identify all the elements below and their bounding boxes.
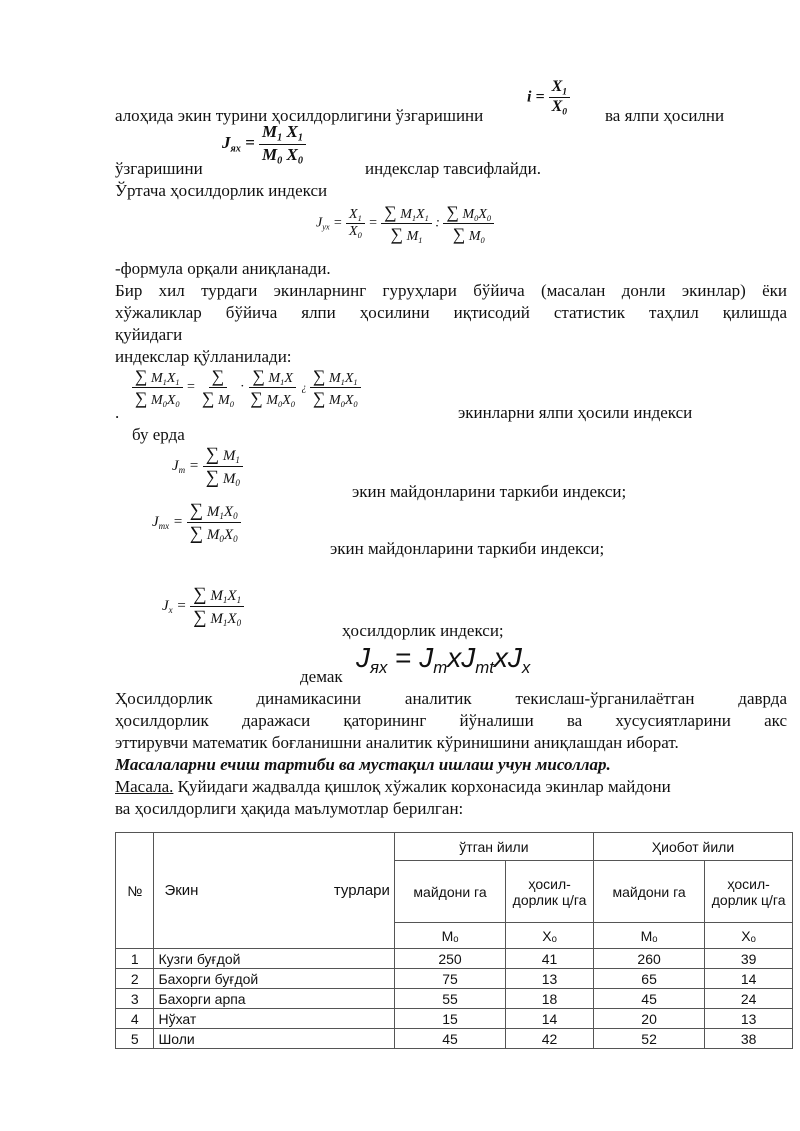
header-crop-types: Экин турлари xyxy=(154,833,394,949)
prev-area: 250 xyxy=(394,949,505,969)
formula-index-system: $J_{ях} = J_mxJ_{mt}xJ_x$ xyxy=(356,642,531,677)
header-x0: Xₒ xyxy=(506,923,594,949)
header-area: майдони га xyxy=(593,861,704,923)
header-area: майдони га xyxy=(394,861,505,923)
row-number: 3 xyxy=(116,989,154,1009)
report-area: 65 xyxy=(593,969,704,989)
report-yield: 13 xyxy=(705,1009,793,1029)
text-line: ўзгаришини xyxy=(115,159,203,178)
table-row xyxy=(116,989,793,1009)
text-line: бу ерда xyxy=(132,425,185,444)
text-line: -формула орқали аниқланади. xyxy=(115,259,331,278)
text-line: демак xyxy=(300,667,343,686)
header-previous-year: ўтган йили xyxy=(394,833,593,861)
text-line: индекслар тавсифлайди. xyxy=(365,159,542,178)
prev-area: 75 xyxy=(394,969,505,989)
formula-gross-yield-index: $J_{ях}$ = $\frac{M_1 X_1}{M_0 X_0}$ xyxy=(222,122,306,166)
prev-yield: 18 xyxy=(506,989,594,1009)
prev-area: 45 xyxy=(394,1029,505,1049)
formula-yield-change-index: i = $\frac{X_1}{X_0}$ xyxy=(527,78,570,118)
row-number: 1 xyxy=(116,949,154,969)
table-row xyxy=(116,949,793,969)
prev-area: 15 xyxy=(394,1009,505,1029)
text-line: хўжаликлар бўйича ялпи ҳосилини иқтисодий статистик таҳлил қилишда xyxy=(115,303,787,322)
text-line: экин майдонларини таркиби индекси; xyxy=(352,482,627,501)
report-area: 45 xyxy=(593,989,704,1009)
prev-area: 55 xyxy=(394,989,505,1009)
text-line: Бир хил турдаги экинларнинг гуруҳлари бўйича (масалан донли экинлар) ёки xyxy=(115,281,787,300)
header-yield: ҳосил-дорлик ц/га xyxy=(705,861,793,923)
crop-data-table xyxy=(115,832,793,1049)
prev-yield: 41 xyxy=(506,949,594,969)
prev-yield: 14 xyxy=(506,1009,594,1029)
header-m0: Mₒ xyxy=(593,923,704,949)
crop-name: Кузги буғдой xyxy=(154,949,394,969)
text-line: қуйидаги xyxy=(115,325,183,344)
section-heading: Масалаларни ечиш тартиби ва мустақил ишлаш учун мисоллар. xyxy=(115,755,611,774)
formula-area-structure-index-mx: $J_{mx}$ = $\frac{\sum M_1X_0}{\sum M_0X_0}$ xyxy=(152,500,241,545)
text-line: Ўртача ҳосилдорлик индекси xyxy=(115,181,328,200)
report-yield: 39 xyxy=(705,949,793,969)
header-yield: ҳосил-дорлик ц/га xyxy=(506,861,594,923)
table-row xyxy=(116,1029,793,1049)
row-number: 5 xyxy=(116,1029,154,1049)
header-x0: Xₒ xyxy=(705,923,793,949)
text-line: ҳосилдорлик индекси; xyxy=(342,621,504,640)
row-number: 4 xyxy=(116,1009,154,1029)
prev-yield: 13 xyxy=(506,969,594,989)
table-row xyxy=(116,1009,793,1029)
table-body xyxy=(116,949,793,1049)
paragraph-line: ҳосилдорлик даражаси қаторининг йўналиши ва хусусиятларини акс xyxy=(115,711,787,730)
crop-name: Нўхат xyxy=(154,1009,394,1029)
formula-average-yield-index: $J_{ух}$ = $\frac{X_1}{X_0}$ = $\frac{\sum M_1X_1}{\sum M_1}$ : $\frac{\sum M_0X_0}{\sum M_0}$ xyxy=(316,202,494,245)
header-number: № xyxy=(116,833,154,949)
report-yield: 24 xyxy=(705,989,793,1009)
formula-gross-yield-decomposition: $\frac{\sum M_1X_1}{\sum M_0X_0}$ = $\frac{\sum}{\sum M_0}$ · $\frac{\sum M_1X}{\sum M_0X_0}$ ¿ $\frac{\sum M_1X_1}{\sum M_0X_0}$ xyxy=(132,366,361,409)
report-area: 20 xyxy=(593,1009,704,1029)
report-area: 52 xyxy=(593,1029,704,1049)
report-area: 260 xyxy=(593,949,704,969)
report-yield: 38 xyxy=(705,1029,793,1049)
text-line: алоҳида экин турини ҳосилдорлигини ўзгаришини xyxy=(115,106,484,125)
crop-name: Бахорги буғдой xyxy=(154,969,394,989)
text-line: индекслар қўлланилади: xyxy=(115,347,292,366)
paragraph-line: Ҳосилдорлик динамикасини аналитик текислаш-ўрганилаётган даврда xyxy=(115,689,787,708)
paragraph-line: эттирувчи математик боғланишни аналитик кўринишини аниқлашдан иборат. xyxy=(115,733,679,752)
text-line: экинларни ялпи ҳосили индекси xyxy=(458,403,693,422)
header-report-year: Ҳиобот йили xyxy=(593,833,792,861)
paragraph-line: Масала. Қуйидаги жадвалда қишлоқ хўжалик корхонасида экинлар майдони xyxy=(115,777,671,796)
text-line: ва ялпи ҳосилни xyxy=(605,106,725,125)
row-number: 2 xyxy=(116,969,154,989)
crop-name: Бахорги арпа xyxy=(154,989,394,1009)
paragraph-line: ва ҳосилдорлиги ҳақида маълумотлар берилган: xyxy=(115,799,464,818)
formula-yield-index: $J_x$ = $\frac{\sum M_1X_1}{\sum M_1X_0}$ xyxy=(162,584,244,629)
text-line: экин майдонларини таркиби индекси; xyxy=(330,539,605,558)
text-line: . xyxy=(115,403,120,422)
crop-name: Шоли xyxy=(154,1029,394,1049)
prev-yield: 42 xyxy=(506,1029,594,1049)
report-yield: 14 xyxy=(705,969,793,989)
header-m0: Mₒ xyxy=(394,923,505,949)
problem-label: Масала. xyxy=(115,777,174,796)
formula-area-structure-index: $J_m$ = $\frac{\sum M_1}{\sum M_0}$ xyxy=(172,444,243,489)
table-row xyxy=(116,969,793,989)
